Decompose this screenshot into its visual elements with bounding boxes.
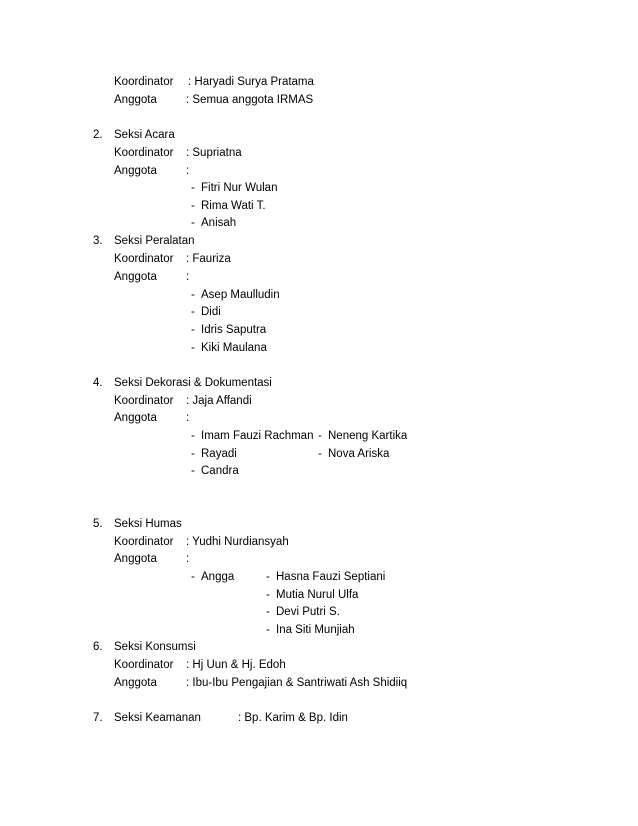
dash: -	[266, 606, 270, 618]
section-6-anggota-label: Anggota	[114, 677, 157, 689]
section-4-koordinator-label: Koordinator	[114, 395, 174, 407]
dash: -	[191, 217, 195, 229]
dash: -	[191, 324, 195, 336]
section-5-member: Angga	[201, 571, 235, 583]
section-3-member: Didi	[201, 306, 221, 318]
section-5-member: Ina Siti Munjiah	[276, 624, 355, 636]
section-2-number: 2.	[93, 129, 103, 141]
intro-koordinator-value: : Haryadi Surya Pratama	[188, 76, 314, 88]
section-3-member: Kiki Maulana	[201, 342, 267, 354]
section-3-member: Idris Saputra	[201, 324, 267, 336]
section-6-title: Seksi Konsumsi	[114, 641, 196, 653]
dash: -	[191, 306, 195, 318]
section-5-anggota-colon: :	[186, 553, 190, 565]
section-4-anggota-label: Anggota	[114, 412, 157, 424]
section-4-member: Neneng Kartika	[328, 430, 408, 442]
dash: -	[191, 289, 195, 301]
section-5-koordinator-value: : Yudhi Nurdiansyah	[186, 536, 289, 548]
dash: -	[266, 624, 270, 636]
section-5-koordinator-label: Koordinator	[114, 536, 174, 548]
section-4-member: Imam Fauzi Rachman	[201, 430, 314, 442]
dash: -	[318, 430, 322, 442]
section-2-member: Rima Wati T.	[201, 200, 266, 212]
dash: -	[191, 448, 195, 460]
section-3-anggota-colon: :	[186, 271, 190, 283]
section-2-anggota-label: Anggota	[114, 165, 157, 177]
section-2-member: Anisah	[201, 217, 237, 229]
dash: -	[191, 342, 195, 354]
section-6-anggota-value: : Ibu-Ibu Pengajian & Santriwati Ash Shidiiq	[186, 677, 408, 689]
dash: -	[266, 571, 270, 583]
dash: -	[318, 448, 322, 460]
section-3-koordinator-label: Koordinator	[114, 253, 174, 265]
section-2-title: Seksi Acara	[114, 129, 175, 141]
section-3-anggota-label: Anggota	[114, 271, 157, 283]
section-4-member: Candra	[201, 465, 239, 477]
section-7-value: : Bp. Karim & Bp. Idin	[238, 712, 348, 724]
intro-anggota-label: Anggota	[114, 94, 157, 106]
section-6-number: 6.	[93, 641, 103, 653]
section-5-title: Seksi Humas	[114, 518, 182, 530]
section-4-number: 4.	[93, 377, 103, 389]
section-6-koordinator-label: Koordinator	[114, 659, 174, 671]
section-3-number: 3.	[93, 235, 103, 247]
dash: -	[191, 200, 195, 212]
intro-anggota-value: : Semua anggota IRMAS	[186, 94, 314, 106]
section-4-member: Nova Ariska	[328, 448, 390, 460]
section-4-koordinator-value: : Jaja Affandi	[186, 395, 252, 407]
section-5-member: Devi Putri S.	[276, 606, 340, 618]
section-4-anggota-colon: :	[186, 412, 190, 424]
intro-koordinator-label: Koordinator	[114, 76, 174, 88]
section-4-member: Rayadi	[201, 448, 237, 460]
section-6-koordinator-value: : Hj Uun & Hj. Edoh	[186, 659, 286, 671]
section-2-member: Fitri Nur Wulan	[201, 182, 278, 194]
dash: -	[191, 182, 195, 194]
section-2-anggota-colon: :	[186, 165, 190, 177]
section-3-title: Seksi Peralatan	[114, 235, 195, 247]
dash: -	[266, 589, 270, 601]
dash: -	[191, 465, 195, 477]
section-7-title: Seksi Keamanan	[114, 712, 201, 724]
section-5-member: Hasna Fauzi Septiani	[276, 571, 386, 583]
section-3-koordinator-value: : Fauriza	[186, 253, 231, 265]
dash: -	[191, 430, 195, 442]
section-5-number: 5.	[93, 518, 103, 530]
section-7-number: 7.	[93, 712, 103, 724]
section-2-koordinator-label: Koordinator	[114, 147, 174, 159]
section-3-member: Asep Maulludin	[201, 289, 280, 301]
section-5-anggota-label: Anggota	[114, 553, 157, 565]
dash: -	[191, 571, 195, 583]
section-2-koordinator-value: : Supriatna	[186, 147, 242, 159]
section-5-member: Mutia Nurul Ulfa	[276, 589, 359, 601]
section-4-title: Seksi Dekorasi & Dokumentasi	[114, 377, 272, 389]
